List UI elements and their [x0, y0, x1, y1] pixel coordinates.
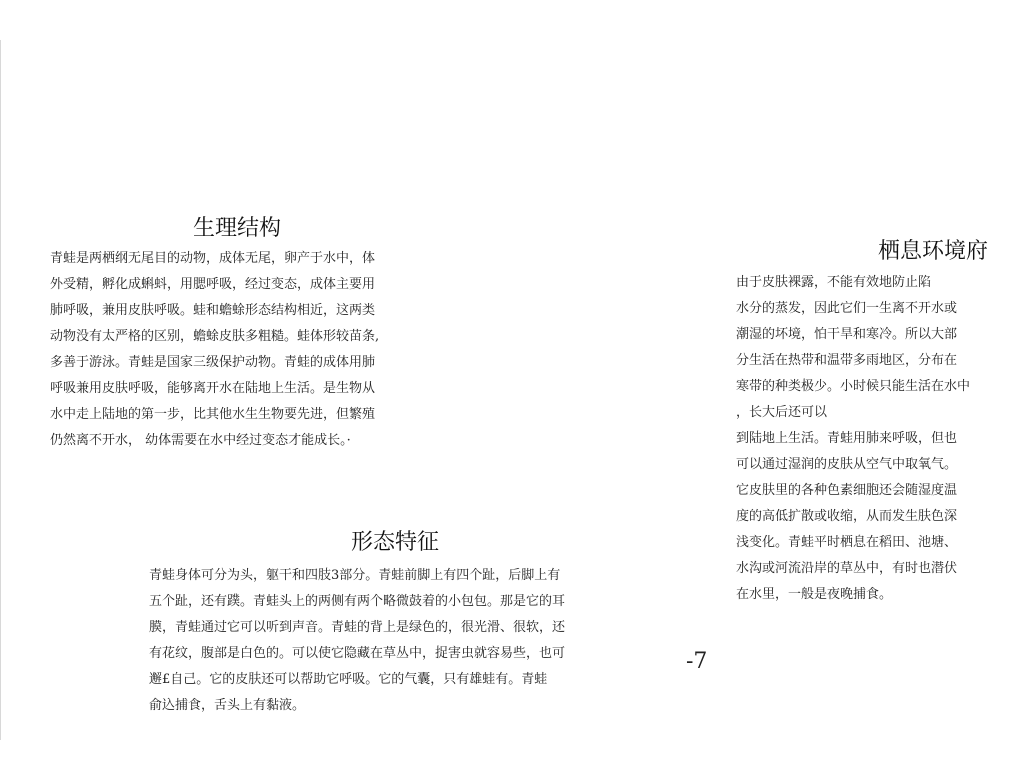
page-number: -7	[686, 649, 708, 674]
text-line: 由于皮肤裸露，不能有效地防止陷	[736, 275, 932, 290]
text-line: 寒带的种类极少。小时候只能生活在水中	[736, 379, 971, 394]
text-line: ，长大后还可以	[736, 405, 828, 420]
section-body-physiology	[50, 246, 450, 454]
text-line: 青蛙身体可分为头，躯干和四肢3部分。青蛙前脚上有四个趾，后脚上有	[149, 568, 561, 583]
section-body-habitat	[736, 270, 1011, 608]
text-line: 多善于游泳。青蛙是国家三级保护动物。青蛙的成体用肺	[50, 355, 376, 370]
text-line: 肺呼吸，兼用皮肤呼吸。蛙和蟾蜍形态结构相近，这两类	[50, 303, 376, 318]
text-line: 呼吸兼用皮肤呼吸，能够离开水在陆地上生活。是生物从	[50, 381, 376, 396]
section-title-morphology: 形态特征	[351, 530, 440, 555]
text-line: 分生活在热带和温带多雨地区，分布在	[736, 353, 958, 368]
text-line: 膜，青蛙通过它可以听到声音。青蛙的背上是绿色的，很光滑、很软，还	[149, 620, 566, 635]
text-line: 浅变化。青蛙平时栖息在稻田、池塘、	[736, 535, 958, 550]
text-line: 俞込捕食，舌头上有黏液。	[149, 698, 306, 713]
text-line: 动物没有太严格的区别，蟾蜍皮肤多粗糙。蛙体形较苗条,	[50, 329, 380, 344]
section-title-physiology: 生理结构	[193, 216, 282, 241]
text-line: 水中走上陆地的第一步，比其他水生生物要先进，但繁殖	[50, 407, 376, 422]
text-line: 仍然离不开水， 幼体需要在水中经过变态才能成长。·	[50, 433, 351, 448]
text-line: 在水里，一般是夜晚捕食。	[736, 587, 893, 602]
text-line: 邂£自己。它的皮肤还可以帮助它呼吸。它的气囊，只有雄蛙有。青蛙	[149, 672, 548, 687]
page-edge-line	[0, 40, 1, 740]
text-line: 有花纹，腹部是白色的。可以使它隐藏在草丛中，捉害虫就容易些，也可	[149, 646, 566, 661]
text-line: 到陆地上生活。青蛙用肺来呼吸，但也	[736, 431, 958, 446]
text-line: 度的高低扩散或收缩，从而发生肤色深	[736, 509, 958, 524]
text-line: 它皮肤里的各种色素细胞还会随湿度温	[736, 483, 958, 498]
text-line: 潮湿的坏境，怕干旱和寒冷。所以大部	[736, 327, 958, 342]
text-line: 可以通过湿润的皮肤从空气中取氧气。	[736, 457, 958, 472]
text-line: 水分的蒸发，因此它们一生离不开水或	[736, 301, 958, 316]
text-line: 青蛙是两栖纲无尾目的动物，成体无尾，卵产于水中，体	[50, 251, 376, 266]
text-line: 水沟或河流沿岸的草丛中，有时也潜伏	[736, 561, 958, 576]
section-body-morphology	[149, 563, 629, 719]
section-title-habitat: 栖息环境府	[878, 239, 989, 264]
text-line: 五个趾，还有蹼。青蛙头上的两侧有两个略微鼓着的小包包。那是它的耳	[149, 594, 566, 609]
text-line: 外受精，孵化成蝌蚪，用腮呼吸，经过变态，成体主要用	[50, 277, 376, 292]
